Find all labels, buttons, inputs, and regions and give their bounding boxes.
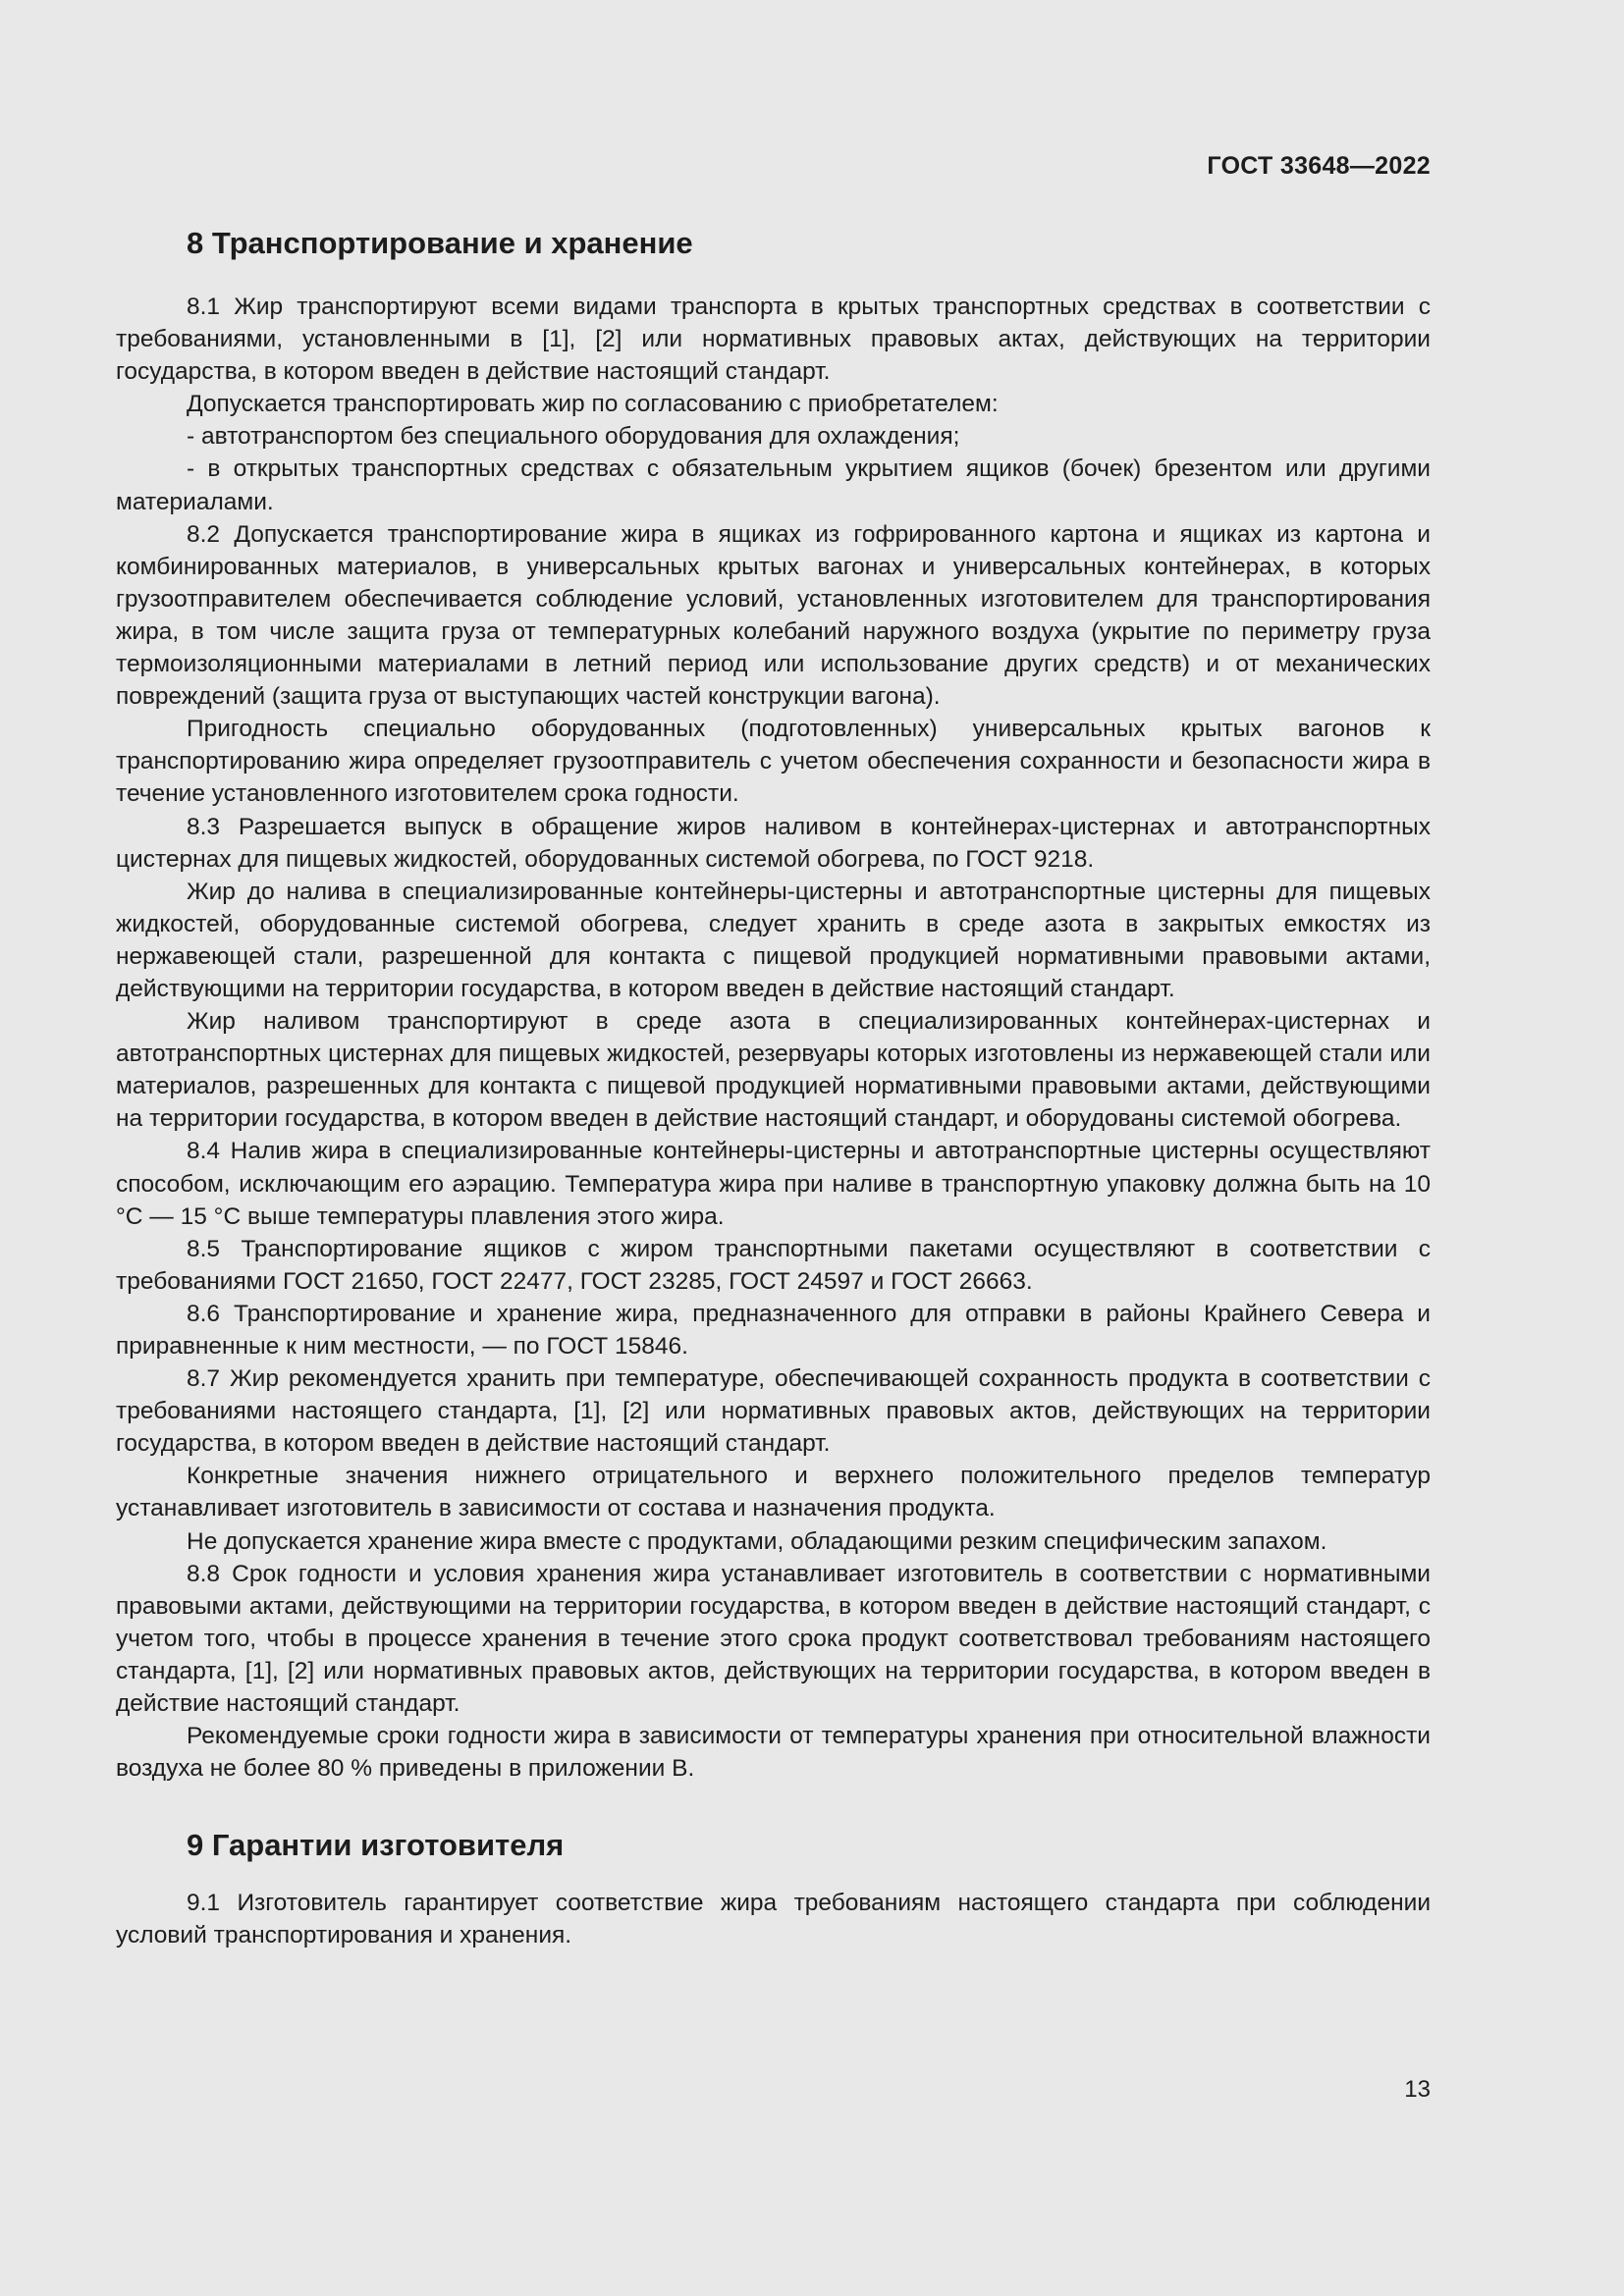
paragraph-8-5: 8.5 Транспортирование ящиков с жиром транспортными пакетами осуществляют в соответствии с требованиями ГОСТ 21650, ГОСТ 22477, ГОСТ 23285, ГОСТ 24597 и ГОСТ 26663.	[116, 1235, 1431, 1295]
document-body	[116, 224, 1431, 1952]
paragraph-8-2-suitability: Пригодность специально оборудованных (подготовленных) универсальных крытых вагонов к транспортированию жира определяет грузоотправитель с учетом обеспечения сохранности и безопасности жира в течение установленного изготовителем срока годности.	[116, 716, 1431, 808]
page-number: 13	[1404, 2076, 1431, 2103]
paragraph-8-7-odor: Не допускается хранение жира вместе с продуктами, обладающими резким специфическим запахом.	[187, 1527, 1327, 1555]
paragraph-8-8-shelf-life: Рекомендуемые сроки годности жира в зависимости от температуры хранения при относительной влажности воздуха не более 80 % приведены в приложении В.	[116, 1723, 1431, 1783]
paragraph-8-2: 8.2 Допускается транспортирование жира в ящиках из гофрированного картона и ящиках из картона и комбинированных материалов, в универсальных крытых вагонах и универсальных контейнерах, в которых грузоотправителем обеспечивается соблюдение условий, установленных изготовителем для транспортирования жира, в том числе защита груза от температурных колебаний наружного воздуха (укрытие по периметру груза термоизоляционными материалами в летний период или использование других средств) и от механических повреждений (защита груза от выступающих частей конструкции вагона).	[116, 520, 1431, 711]
paragraph-8-8: 8.8 Срок годности и условия хранения жира устанавливает изготовитель в соответствии с нормативными правовыми актами, действующими на территории государства, в котором введен в действие настоящий стандарт, с учетом того, чтобы в процессе хранения в течение этого срока продукт соответствовал требованиям настоящего стандарта, [1], [2] или нормативных правовых актов, действующих на территории государства, в котором введен в действие настоящий стандарт.	[116, 1560, 1431, 1718]
paragraph-8-3-storage: Жир до налива в специализированные контейнеры-цистерны и автотранспортные цистерны для пищевых жидкостей, оборудованные системой обогрева, следует хранить в среде азота в закрытых емкостях из нержавеющей стали, разрешенной для контакта с пищевой продукцией нормативными правовыми актами, действующими на территории государства, в котором введен в действие настоящий стандарт.	[116, 878, 1431, 1002]
list-item-motor-transport: - автотранспортом без специального оборудования для охлаждения;	[187, 423, 960, 451]
paragraph-8-3: 8.3 Разрешается выпуск в обращение жиров наливом в контейнерах-цистернах и автотранспортных цистернах для пищевых жидкостей, оборудованных системой обогрева, по ГОСТ 9218.	[116, 813, 1431, 873]
section-9-title: 9 Гарантии изготовителя	[187, 1828, 565, 1863]
paragraph-8-1-permission: Допускается транспортировать жир по согласованию с приобретателем:	[187, 391, 999, 418]
paragraph-8-3-bulk-transport: Жир наливом транспортируют в среде азота в специализированных контейнерах-цистернах и автотранспортных цистернах для пищевых жидкостей, резервуары которых изготовлены из нержавеющей стали или материалов, разрешенных для контакта с пищевой продукцией нормативными правовыми актами, действующими на территории государства, в котором введен в действие настоящий стандарт, и оборудованы системой обогрева.	[116, 1008, 1431, 1133]
paragraph-8-1: 8.1 Жир транспортируют всеми видами транспорта в крытых транспортных средствах в соответствии с требованиями, установленными в [1], [2] или нормативных правовых актах, действующих на территории государства, в котором введен в действие настоящий стандарт.	[116, 294, 1431, 386]
paragraph-8-7: 8.7 Жир рекомендуется хранить при температуре, обеспечивающей сохранность продукта в соответствии с требованиями настоящего стандарта, [1], [2] или нормативных правовых актов, действующих на территории государства, в котором введен в действие настоящий стандарт.	[116, 1365, 1431, 1458]
paragraph-8-4: 8.4 Налив жира в специализированные контейнеры-цистерны и автотранспортные цистерны осуществляют способом, исключающим его аэрацию. Температура жира при наливе в транспортную упаковку должна быть на 10 °С — 15 °С выше температуры плавления этого жира.	[116, 1138, 1431, 1230]
document-id-header: ГОСТ 33648—2022	[1207, 152, 1431, 180]
section-8-title: 8 Транспортирование и хранение	[187, 226, 693, 260]
paragraph-9-1: 9.1 Изготовитель гарантирует соответствие жира требованиям настоящего стандарта при соблюдении условий транспортирования и хранения.	[116, 1890, 1431, 1949]
list-item-open-transport: - в открытых транспортных средствах с обязательным укрытием ящиков (бочек) брезентом или другими материалами.	[116, 455, 1431, 515]
paragraph-8-7-limits: Конкретные значения нижнего отрицательного и верхнего положительного пределов температур устанавливает изготовитель в зависимости от состава и назначения продукта.	[116, 1463, 1431, 1522]
paragraph-8-6: 8.6 Транспортирование и хранение жира, предназначенного для отправки в районы Крайнего Севера и приравненные к ним местности, — по ГОСТ 15846.	[116, 1300, 1431, 1360]
